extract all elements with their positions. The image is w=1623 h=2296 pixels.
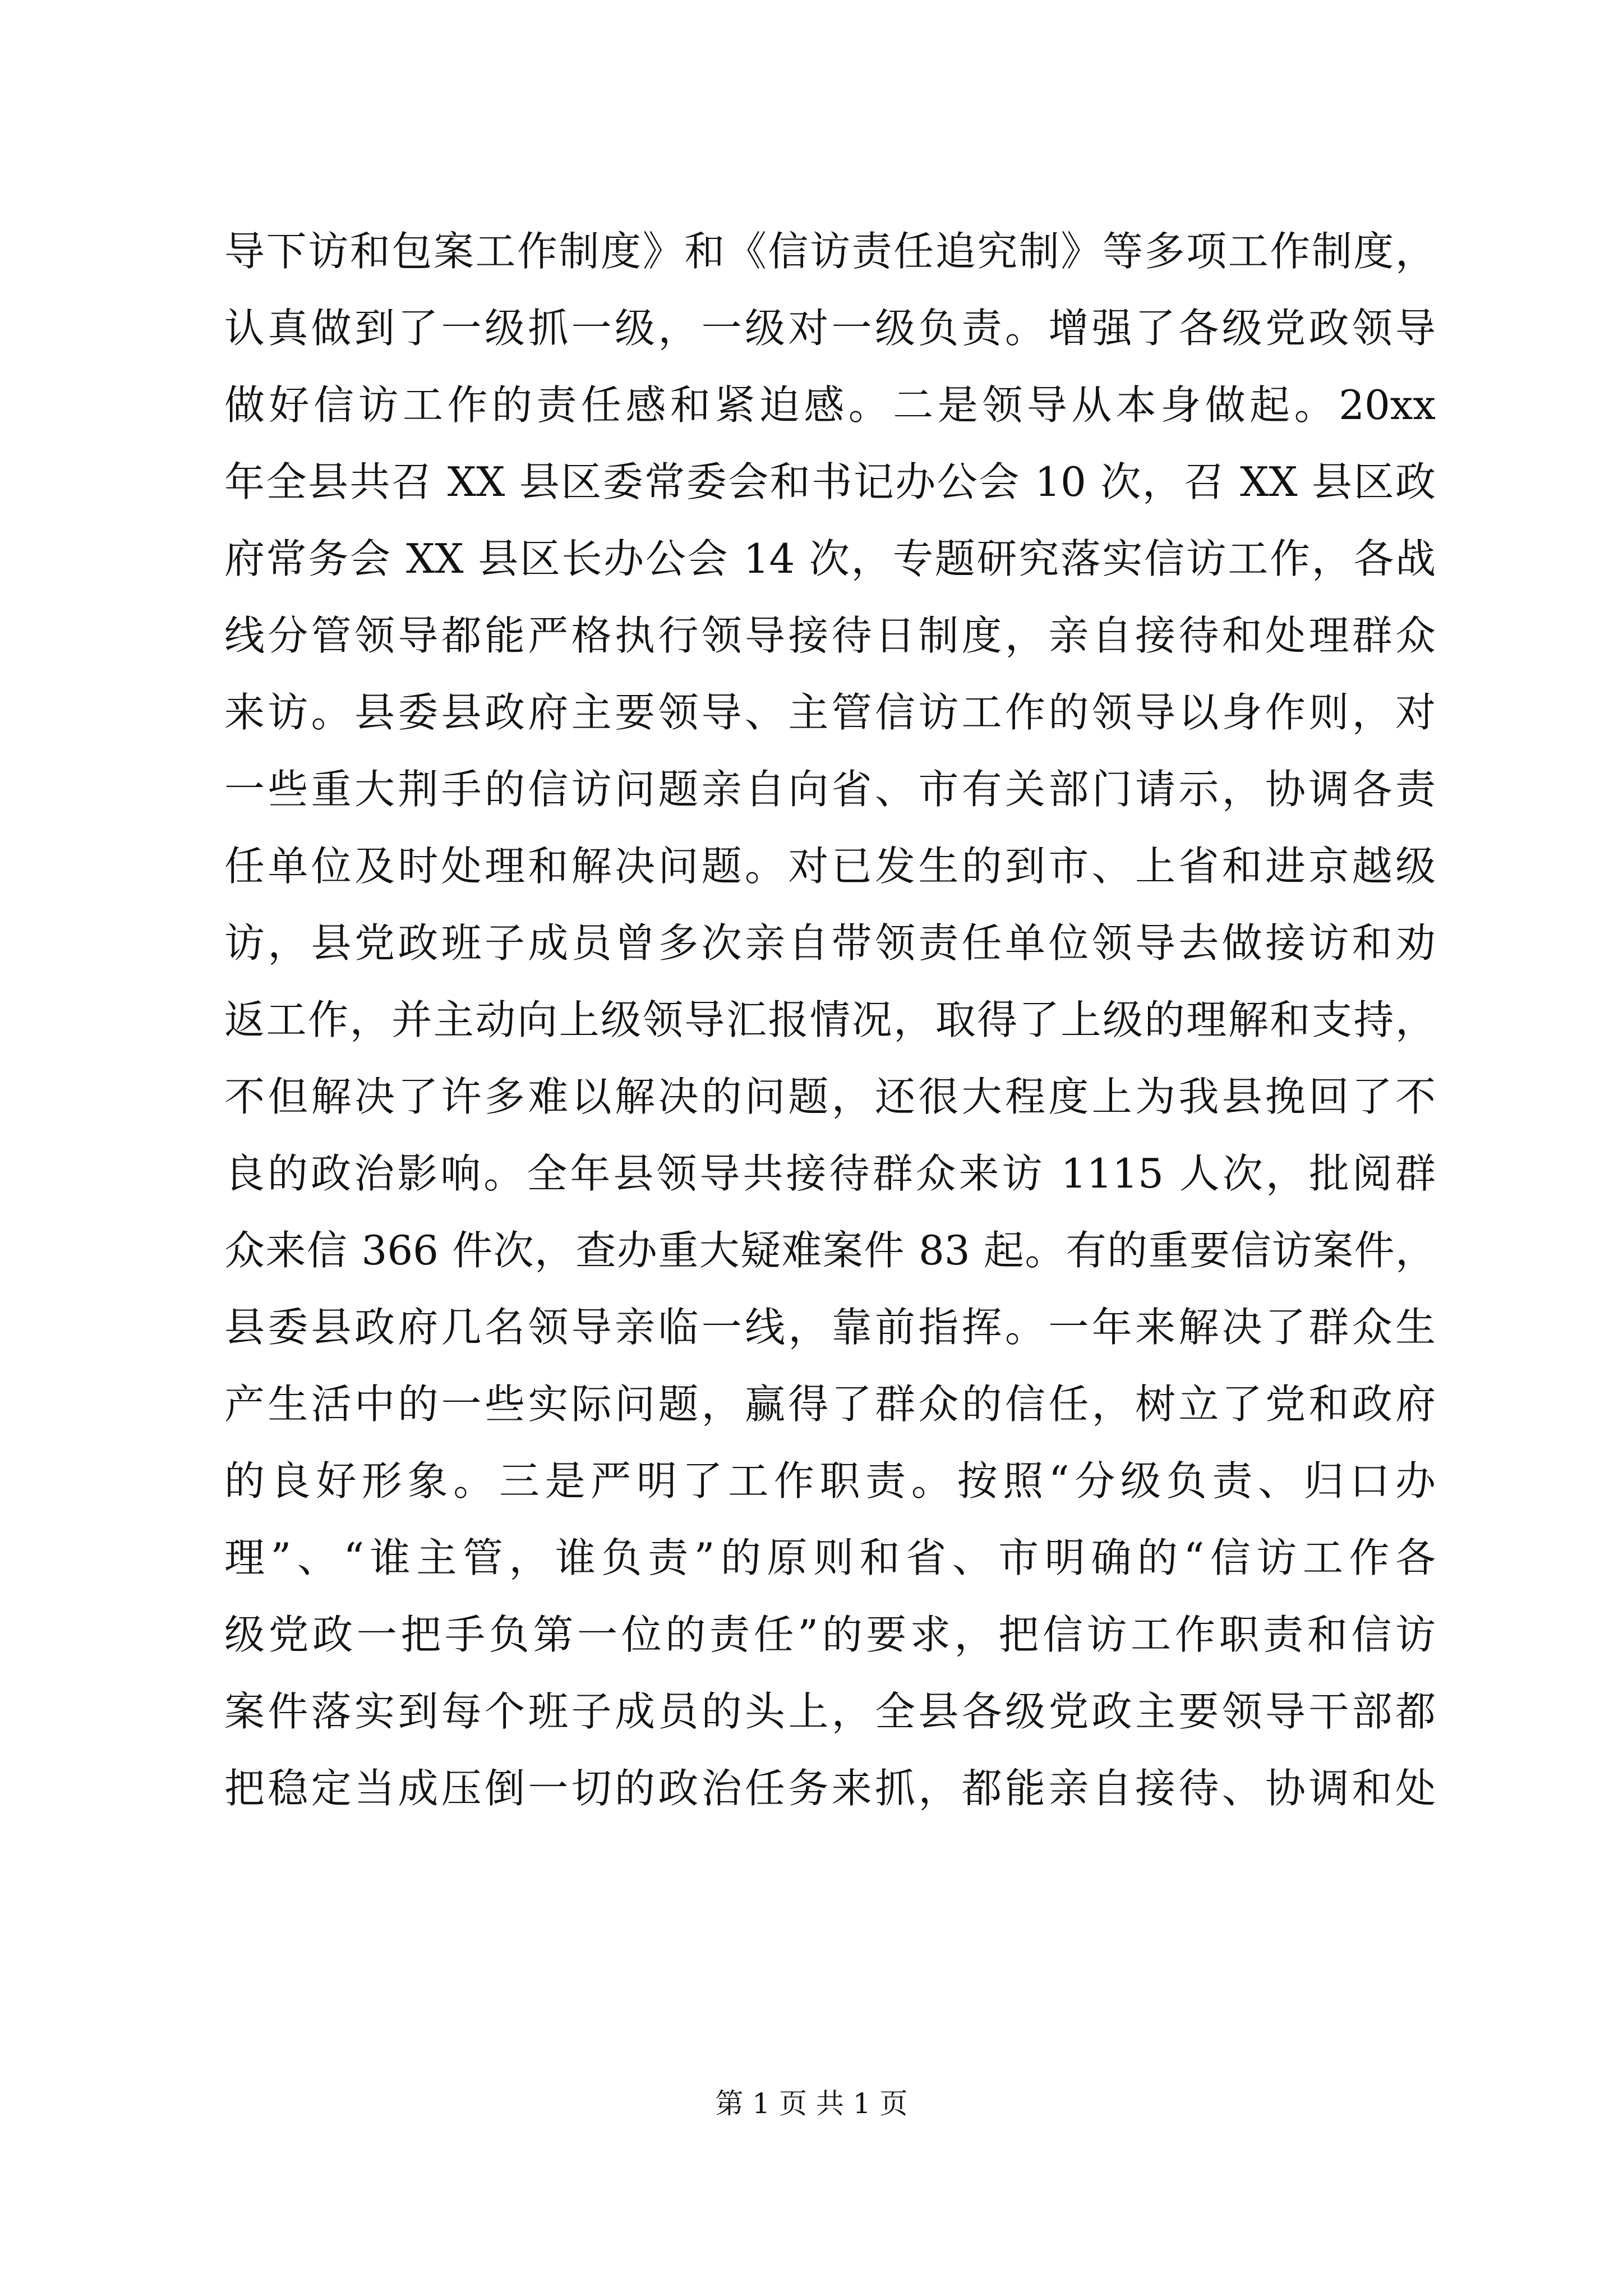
text-line: 认真做到了一级抓一级，一级对一级负责。增强了各级党政领导 <box>224 305 1436 352</box>
text-line: 年全县共召 XX 县区委常委会和书记办公会 10 次，召 XX 县区政 <box>224 458 1436 505</box>
text-line: 产生活中的一些实际问题，赢得了群众的信任，树立了党和政府 <box>224 1381 1436 1428</box>
text-line: 县委县政府几名领导亲临一线，靠前指挥。一年来解决了群众生 <box>224 1304 1436 1351</box>
text-line: 的良好形象。三是严明了工作职责。按照“分级负责、归口办 <box>224 1457 1436 1504</box>
body-text <box>224 213 1436 1827</box>
text-line: 返工作，并主动向上级领导汇报情况，取得了上级的理解和支持， <box>224 996 1436 1043</box>
text-line: 府常务会 XX 县区长办公会 14 次，专题研究落实信访工作，各战 <box>224 535 1436 582</box>
page-footer <box>0 2084 1623 2123</box>
text-line: 理”、“谁主管，谁负责”的原则和省、市明确的“信访工作各 <box>224 1534 1436 1581</box>
text-line: 线分管领导都能严格执行领导接待日制度，亲自接待和处理群众 <box>224 612 1436 659</box>
text-line: 案件落实到每个班子成员的头上，全县各级党政主要领导干部都 <box>224 1688 1436 1735</box>
text-line: 众来信 366 件次，查办重大疑难案件 83 起。有的重要信访案件， <box>224 1227 1436 1274</box>
text-line: 不但解决了许多难以解决的问题，还很大程度上为我县挽回了不 <box>224 1073 1436 1120</box>
text-line: 良的政治影响。全年县领导共接待群众来访 1115 人次，批阅群 <box>224 1150 1436 1197</box>
text-line: 访，县党政班子成员曾多次亲自带领责任单位领导去做接访和劝 <box>224 919 1436 967</box>
text-line: 导下访和包案工作制度》和《信访责任追究制》等多项工作制度， <box>224 228 1436 275</box>
page-number-label: 第 1 页 共 1 页 <box>715 2087 908 2120</box>
text-line: 把稳定当成压倒一切的政治任务来抓，都能亲自接待、协调和处 <box>224 1765 1436 1812</box>
text-line: 做好信访工作的责任感和紧迫感。二是领导从本身做起。20xx <box>224 381 1436 429</box>
text-line: 任单位及时处理和解决问题。对已发生的到市、上省和进京越级 <box>224 843 1436 890</box>
text-line: 级党政一把手负第一位的责任”的要求，把信访工作职责和信访 <box>224 1611 1436 1658</box>
text-line: 一些重大荆手的信访问题亲自向省、市有关部门请示，协调各责 <box>224 766 1436 813</box>
text-line: 来访。县委县政府主要领导、主管信访工作的领导以身作则，对 <box>224 689 1436 736</box>
